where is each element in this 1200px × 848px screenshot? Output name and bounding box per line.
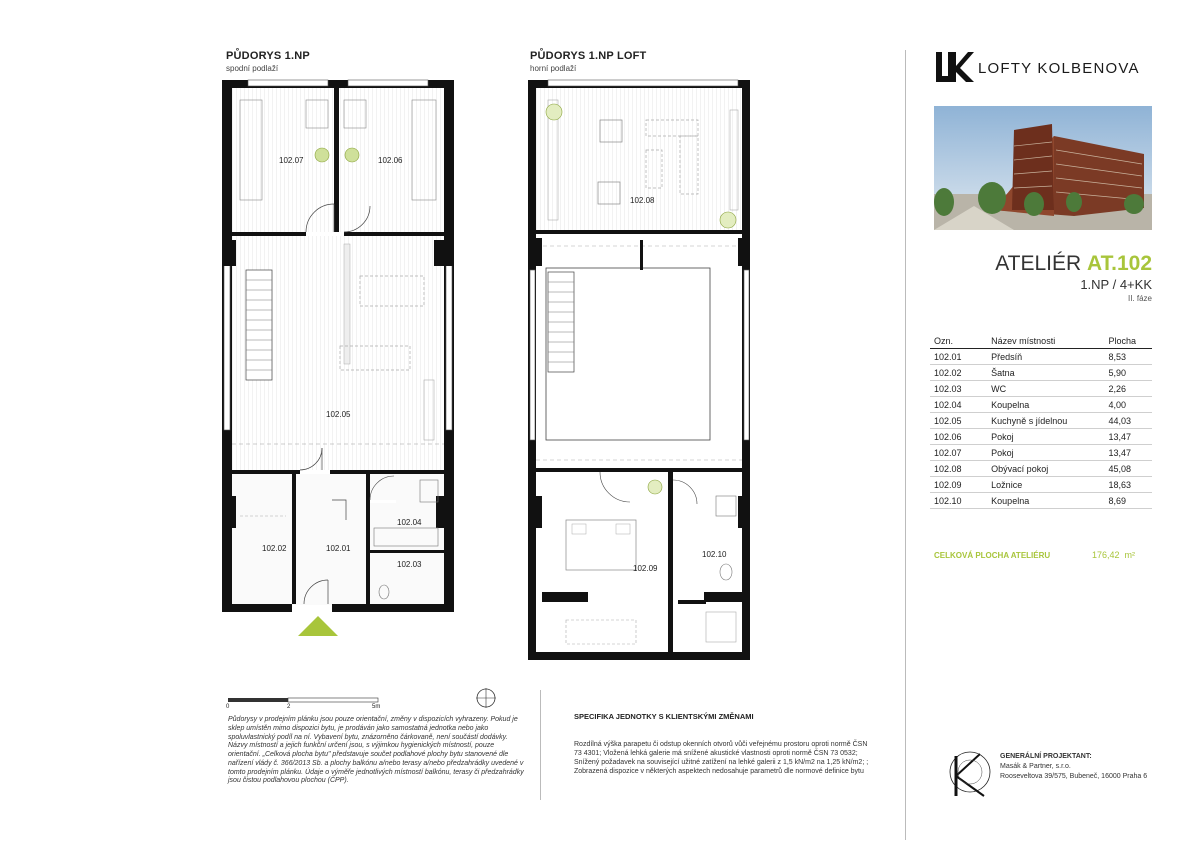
cell-area: 5,90 bbox=[1104, 365, 1152, 381]
cell-name: Předsíň bbox=[987, 349, 1104, 365]
col-header-area: Plocha bbox=[1104, 335, 1152, 349]
room-label-102-06: 102.06 bbox=[378, 156, 403, 165]
cell-code: 102.07 bbox=[930, 445, 987, 461]
plan-subtitle-right: horní podlaží bbox=[530, 64, 577, 73]
cell-name: Kuchyně s jídelnou bbox=[987, 413, 1104, 429]
unit-code: AT.102 bbox=[1087, 252, 1152, 275]
cell-code: 102.03 bbox=[930, 381, 987, 397]
unit-phase: II. fáze bbox=[1127, 294, 1152, 303]
room-label-102-08: 102.08 bbox=[630, 196, 655, 205]
total-area-label: CELKOVÁ PLOCHA ATELIÉRU bbox=[934, 551, 1051, 560]
room-label-102-09: 102.09 bbox=[633, 564, 658, 573]
cell-area: 13,47 bbox=[1104, 429, 1152, 445]
cell-area: 45,08 bbox=[1104, 461, 1152, 477]
col-header-name: Název místnosti bbox=[987, 335, 1104, 349]
lk-logo-icon bbox=[934, 50, 974, 84]
scale-tick-2: 2 bbox=[287, 704, 291, 710]
table-row bbox=[930, 445, 1152, 461]
table-row bbox=[930, 365, 1152, 381]
cell-name: Pokoj bbox=[987, 429, 1104, 445]
cell-code: 102.08 bbox=[930, 461, 987, 477]
table-row bbox=[930, 429, 1152, 445]
table-row bbox=[930, 493, 1152, 509]
cell-area: 13,47 bbox=[1104, 445, 1152, 461]
cell-code: 102.09 bbox=[930, 477, 987, 493]
cell-name: Koupelna bbox=[987, 397, 1104, 413]
cell-name: WC bbox=[987, 381, 1104, 397]
cell-area: 18,63 bbox=[1104, 477, 1152, 493]
cell-area: 44,03 bbox=[1104, 413, 1152, 429]
bottom-divider bbox=[540, 690, 541, 800]
panel-divider bbox=[905, 50, 906, 840]
cell-code: 102.06 bbox=[930, 429, 987, 445]
room-label-102-07: 102.07 bbox=[279, 156, 304, 165]
cell-name: Pokoj bbox=[987, 445, 1104, 461]
unit-title bbox=[934, 252, 1152, 276]
spec-title: SPECIFIKA JEDNOTKY S KLIENTSKÝMI ZMĚNAMI bbox=[574, 712, 754, 721]
building-render-image bbox=[934, 106, 1152, 230]
scale-bar bbox=[228, 694, 388, 708]
total-area-value bbox=[1092, 550, 1135, 560]
unit-layout: 1.NP / 4+KK bbox=[1080, 277, 1152, 292]
cell-name: Šatna bbox=[987, 365, 1104, 381]
scale-tick-0: 0 bbox=[226, 704, 230, 710]
cell-area: 4,00 bbox=[1104, 397, 1152, 413]
room-label-102-03: 102.03 bbox=[397, 560, 422, 569]
cell-code: 102.02 bbox=[930, 365, 987, 381]
plan-subtitle-left: spodní podlaží bbox=[226, 64, 279, 73]
room-label-102-05: 102.05 bbox=[326, 410, 351, 419]
projektant-label: GENERÁLNÍ PROJEKTANT: bbox=[1000, 753, 1092, 760]
table-row bbox=[930, 381, 1152, 397]
north-arrow-icon bbox=[476, 688, 500, 712]
plan-title-right: PŮDORYS 1.NP LOFT bbox=[530, 50, 647, 62]
scale-tick-5m: 5m bbox=[372, 704, 381, 710]
projektant-logo-icon bbox=[946, 746, 994, 802]
projektant-company: Masák & Partner, s.r.o. bbox=[1000, 762, 1071, 770]
cell-area: 8,53 bbox=[1104, 349, 1152, 365]
cell-code: 102.01 bbox=[930, 349, 987, 365]
col-header-code: Ozn. bbox=[930, 335, 987, 349]
room-label-102-10: 102.10 bbox=[702, 550, 727, 559]
room-label-102-01: 102.01 bbox=[326, 544, 351, 553]
table-row bbox=[930, 477, 1152, 493]
projektant-info bbox=[1000, 752, 1190, 781]
table-row bbox=[930, 413, 1152, 429]
spec-text: Rozdílná výška parapetu či odstup okenních otvorů vůči veřejnému prostoru oproti normě ČSN 73 4301; Vložená lehká galerie má snížené akustické vlastnosti oproti normě ČSN 73 0532; Snížený požadavek na související užitné zatížení na lehké galerii z 1,5 kN/m2 na 1,25 kN/m2; ; Zobrazená dispozice v některých aspektech nedosahuje parametrů dle normové definice bytu bbox=[574, 741, 869, 776]
unit-title-prefix: ATELIÉR bbox=[995, 252, 1088, 275]
cell-area: 8,69 bbox=[1104, 493, 1152, 509]
total-area-unit: m² bbox=[1124, 550, 1136, 560]
cell-code: 102.04 bbox=[930, 397, 987, 413]
rooms-table-header bbox=[930, 335, 1152, 349]
total-area-number: 176,42 bbox=[1092, 550, 1120, 560]
room-label-102-04: 102.04 bbox=[397, 518, 422, 527]
projektant-address: Rooseveltova 39/575, Bubeneč, 16000 Praha 6 bbox=[1000, 772, 1148, 780]
rooms-table bbox=[930, 335, 1152, 509]
plan-title-left: PŮDORYS 1.NP bbox=[226, 50, 310, 62]
cell-area: 2,26 bbox=[1104, 381, 1152, 397]
brand-name: LOFTY KOLBENOVA bbox=[978, 60, 1140, 77]
disclaimer-notes: Půdorysy v prodejním plánku jsou pouze orientační, změny v dispozicích vyhrazeny. Pokud je sklep umístěn mimo dispozici bytu, je prodáván jako samostatná jednotka nebo jako spoluvlastnický podíl na ní. Vybavení bytu, znázorněno čárkovaně, není součástí dodávky. Názvy místností a jejich funkční určení jsou, s výjimkou hygienických místností, pouze orientační. „Celková plocha bytu" představuje součet podlahové plochy bytu stanovené dle nařízení vlády č. 366/2013 Sb. a plochy balkónu a/nebo terasy a/nebo předzahrádky uvedené v tomto prodejním plánku. Údaje o výměře jednotlivých místností balkónu, terasy či předzahrádky jsou čistou podlahovou plochou (ČPP). bbox=[228, 716, 524, 785]
cell-name: Ložnice bbox=[987, 477, 1104, 493]
table-row bbox=[930, 397, 1152, 413]
table-row bbox=[930, 461, 1152, 477]
cell-name: Obývací pokoj bbox=[987, 461, 1104, 477]
table-row bbox=[930, 349, 1152, 365]
room-label-102-02: 102.02 bbox=[262, 544, 287, 553]
cell-name: Koupelna bbox=[987, 493, 1104, 509]
cell-code: 102.10 bbox=[930, 493, 987, 509]
cell-code: 102.05 bbox=[930, 413, 987, 429]
